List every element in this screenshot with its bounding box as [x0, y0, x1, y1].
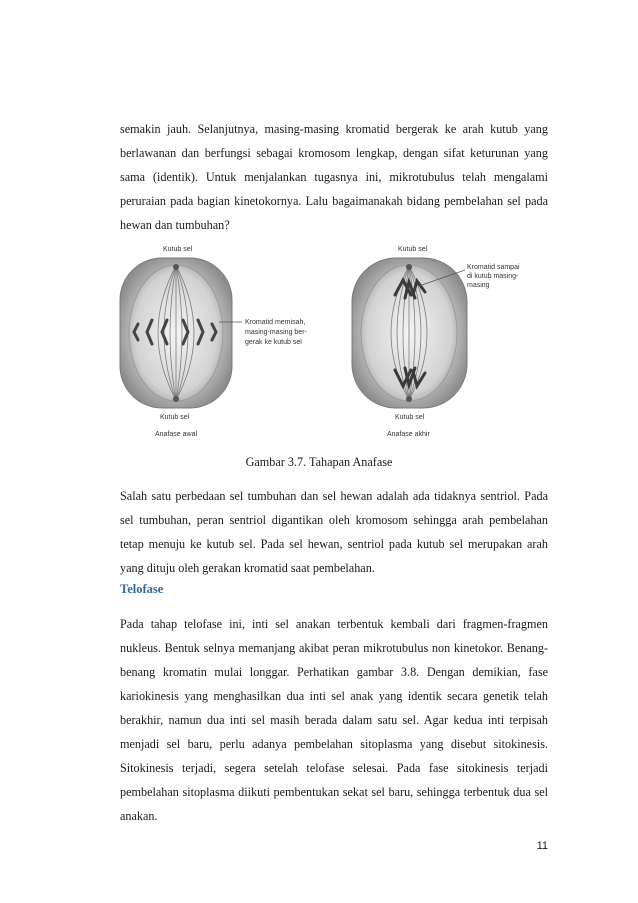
annotation-right-line-1: Kromatid sampai: [467, 264, 520, 271]
annotation-line-3: gerak ke kutub sel: [245, 339, 302, 346]
label-kutub-sel-left-top: Kutub sel: [163, 246, 193, 253]
annotation-line-1: Kromatid memisah,: [245, 319, 306, 326]
annotation-right-line-2: di kutub masing-: [467, 273, 519, 280]
cell-anafase-akhir: [352, 258, 467, 408]
paragraph-sentriol: Salah satu perbedaan sel tumbuhan dan sel hewan adalah ada tidaknya sentriol. Pada sel tumbuhan, peran sentriol digantikan oleh kromosom sehingga arah pembelahan tetap menuju ke kutub sel. Pada sel hewan, sentriol pada kutub sel merupakan arah yang dituju oleh gerakan kromatid saat pembelahan.: [120, 489, 548, 575]
label-kutub-sel-right-bottom: Kutub sel: [395, 414, 425, 421]
label-anafase-akhir: Anafase akhir: [387, 431, 430, 438]
label-anafase-awal: Anafase awal: [155, 431, 198, 438]
cell-anafase-awal: [120, 258, 232, 408]
label-kutub-sel-right-top: Kutub sel: [398, 246, 428, 253]
annotation-right-line-3: masing: [467, 282, 490, 289]
section-heading-telofase: Telofase: [120, 582, 164, 596]
paragraph-telofase: Pada tahap telofase ini, inti sel anakan terbentuk kembali dari fragmen-fragmen nukleus. Bentuk selnya memanjang akibat peran mikrotubulus non kinetokor. Benang-benang kromatin mulai longgar. Perhatikan gambar 3.8. Dengan demikian, fase kariokinesis yang menghasilkan dua inti sel anak yang identik secara genetik telah berakhir, namun dua inti sel masih berada dalam satu sel. Agar kedua inti terpisah menjadi sel baru, perlu adanya pembelahan sitoplasma yang disebut sitokinesis. Sitokinesis terjadi, segera setelah telofase selesai. Pada fase sitokinesis terjadi pembelahan sitoplasma diikuti pembentukan sekat sel baru, sehingga terbentuk dua sel anakan.: [120, 617, 548, 823]
anafase-figure: [115, 240, 550, 440]
annotation-line-2: masing-masing ber-: [245, 329, 307, 336]
page-number: 11: [536, 840, 548, 852]
figure-caption: Gambar 3.7. Tahapan Anafase: [245, 455, 393, 469]
paragraph-anafase-intro: semakin jauh. Selanjutnya, masing-masing kromatid bergerak ke arah kutub yang berlawanan dan berfungsi sebagai kromosom lengkap, dengan sifat keturunan yang sama (identik). Untuk menjalankan tugasnya ini, mikrotubulus telah mengalami peruraian pada bagian kinetokornya. Lalu bagaimanakah bidang pembelahan sel pada hewan dan tumbuhan?: [120, 122, 548, 232]
label-kutub-sel-left-bottom: Kutub sel: [160, 414, 190, 421]
